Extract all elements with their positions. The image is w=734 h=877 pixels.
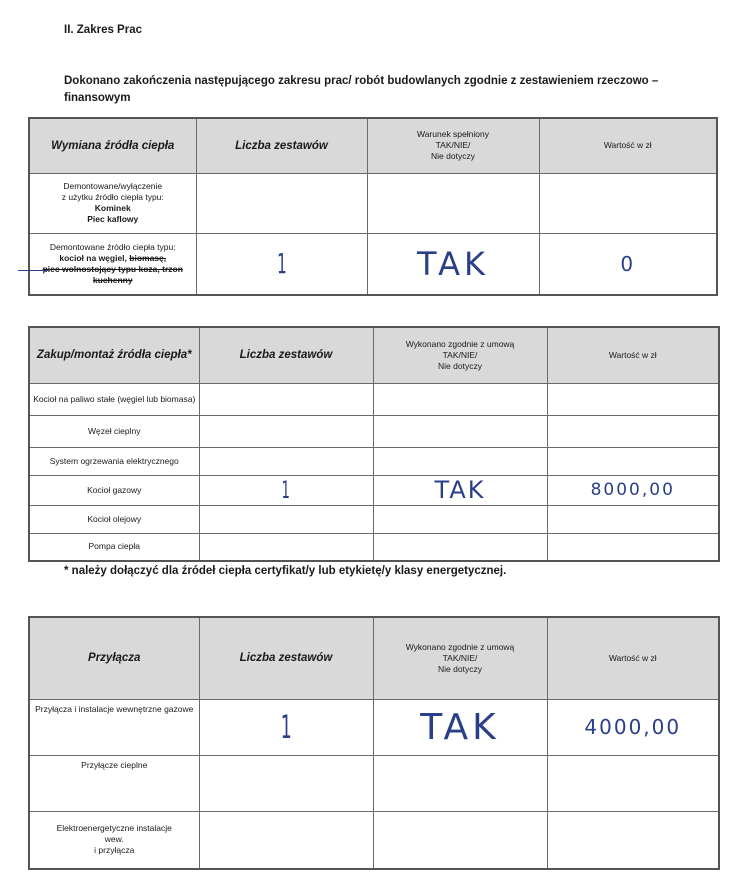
handwritten-condition: TAK [420, 706, 500, 748]
handwritten-value: 8000,00 [590, 480, 675, 500]
value-cell [547, 447, 719, 475]
value-cell [547, 755, 719, 811]
handwritten-count: 1 [280, 708, 292, 746]
header-count: Liczba zestawów [199, 617, 373, 699]
condition-cell [373, 533, 547, 561]
heat-source-replacement-table [28, 117, 718, 296]
count-cell [199, 533, 373, 561]
header-count: Liczba zestawów [196, 118, 367, 173]
header-condition: Warunek spełniony TAK/NIE/ Nie dotyczy [367, 118, 539, 173]
count-cell [196, 173, 367, 233]
handwritten-value: 0 [620, 251, 636, 276]
row-label: Węzeł cieplny [29, 415, 199, 447]
count-cell [199, 447, 373, 475]
section-title: II. Zakres Prac [64, 24, 142, 36]
header-condition: Wykonano zgodnie z umową TAK/NIE/ Nie dotyczy [373, 327, 547, 383]
value-cell [547, 383, 719, 415]
condition-cell [373, 415, 547, 447]
handwritten-count: 1 [281, 476, 291, 504]
header-condition: Wykonano zgodnie z umową TAK/NIE/ Nie dotyczy [373, 617, 547, 699]
row-dismantled-boiler-label: Demontowane źródło ciepła typu: kocioł na węgiel, biomasę, piec wolnostojący typu koza, trzon kuchenny [29, 233, 196, 295]
header-value: Wartość w zł [547, 327, 719, 383]
row-label: System ogrzewania elektrycznego [29, 447, 199, 475]
row-label: Przyłącze cieplne [29, 755, 199, 811]
value-cell [547, 475, 719, 505]
value-cell [547, 505, 719, 533]
condition-cell [373, 755, 547, 811]
condition-cell [373, 699, 547, 755]
header-heat-source-purchase: Zakup/montaż źródła ciepła* [29, 327, 199, 383]
row-label: Pompa ciepła [29, 533, 199, 561]
row-label: Kocioł gazowy [29, 475, 199, 505]
count-cell [199, 475, 373, 505]
row-label: Kocioł na paliwo stałe (węgiel lub biomasa) [29, 383, 199, 415]
handwritten-count: 1 [276, 247, 287, 281]
condition-cell [367, 173, 539, 233]
condition-cell [373, 447, 547, 475]
row-label: Elektroenergetyczne instalacje wew. i przyłącza [29, 811, 199, 869]
count-cell [199, 415, 373, 447]
count-cell [199, 755, 373, 811]
count-cell [199, 699, 373, 755]
condition-cell [373, 811, 547, 869]
header-count: Liczba zestawów [199, 327, 373, 383]
handwritten-condition: TAK [434, 476, 486, 504]
handwritten-value: 4000,00 [584, 715, 682, 739]
row-label: Przyłącza i instalacje wewnętrzne gazowe [29, 699, 199, 755]
header-heat-source: Wymiana źródła ciepła [29, 118, 196, 173]
condition-cell [373, 475, 547, 505]
heat-source-purchase-table [28, 326, 720, 562]
value-cell [539, 173, 717, 233]
strikethrough-mark [18, 270, 48, 271]
intro-text: Dokonano zakończenia następującego zakresu prac/ robót budowlanych zgodnie z zestawieniem rzeczowo – finansowym [64, 75, 659, 104]
connections-table [28, 616, 720, 870]
count-cell [199, 505, 373, 533]
count-cell [199, 811, 373, 869]
header-connections: Przyłącza [29, 617, 199, 699]
value-cell [547, 811, 719, 869]
header-value: Wartość w zł [539, 118, 717, 173]
condition-cell [373, 383, 547, 415]
header-value: Wartość w zł [547, 617, 719, 699]
condition-cell [367, 233, 539, 295]
value-cell [539, 233, 717, 295]
handwritten-condition: TAK [417, 244, 489, 283]
value-cell [547, 533, 719, 561]
row-dismantled-fireplace-label: Demontowane/wyłączenie z użytku źródło ciepła typu: Kominek Piec kaflowy [29, 173, 196, 233]
row-label: Kocioł olejowy [29, 505, 199, 533]
count-cell [199, 383, 373, 415]
value-cell [547, 415, 719, 447]
value-cell [547, 699, 719, 755]
condition-cell [373, 505, 547, 533]
count-cell [196, 233, 367, 295]
footnote: * należy dołączyć dla źródeł ciepła certyfikat/y lub etykietę/y klasy energetycznej. [64, 565, 507, 577]
